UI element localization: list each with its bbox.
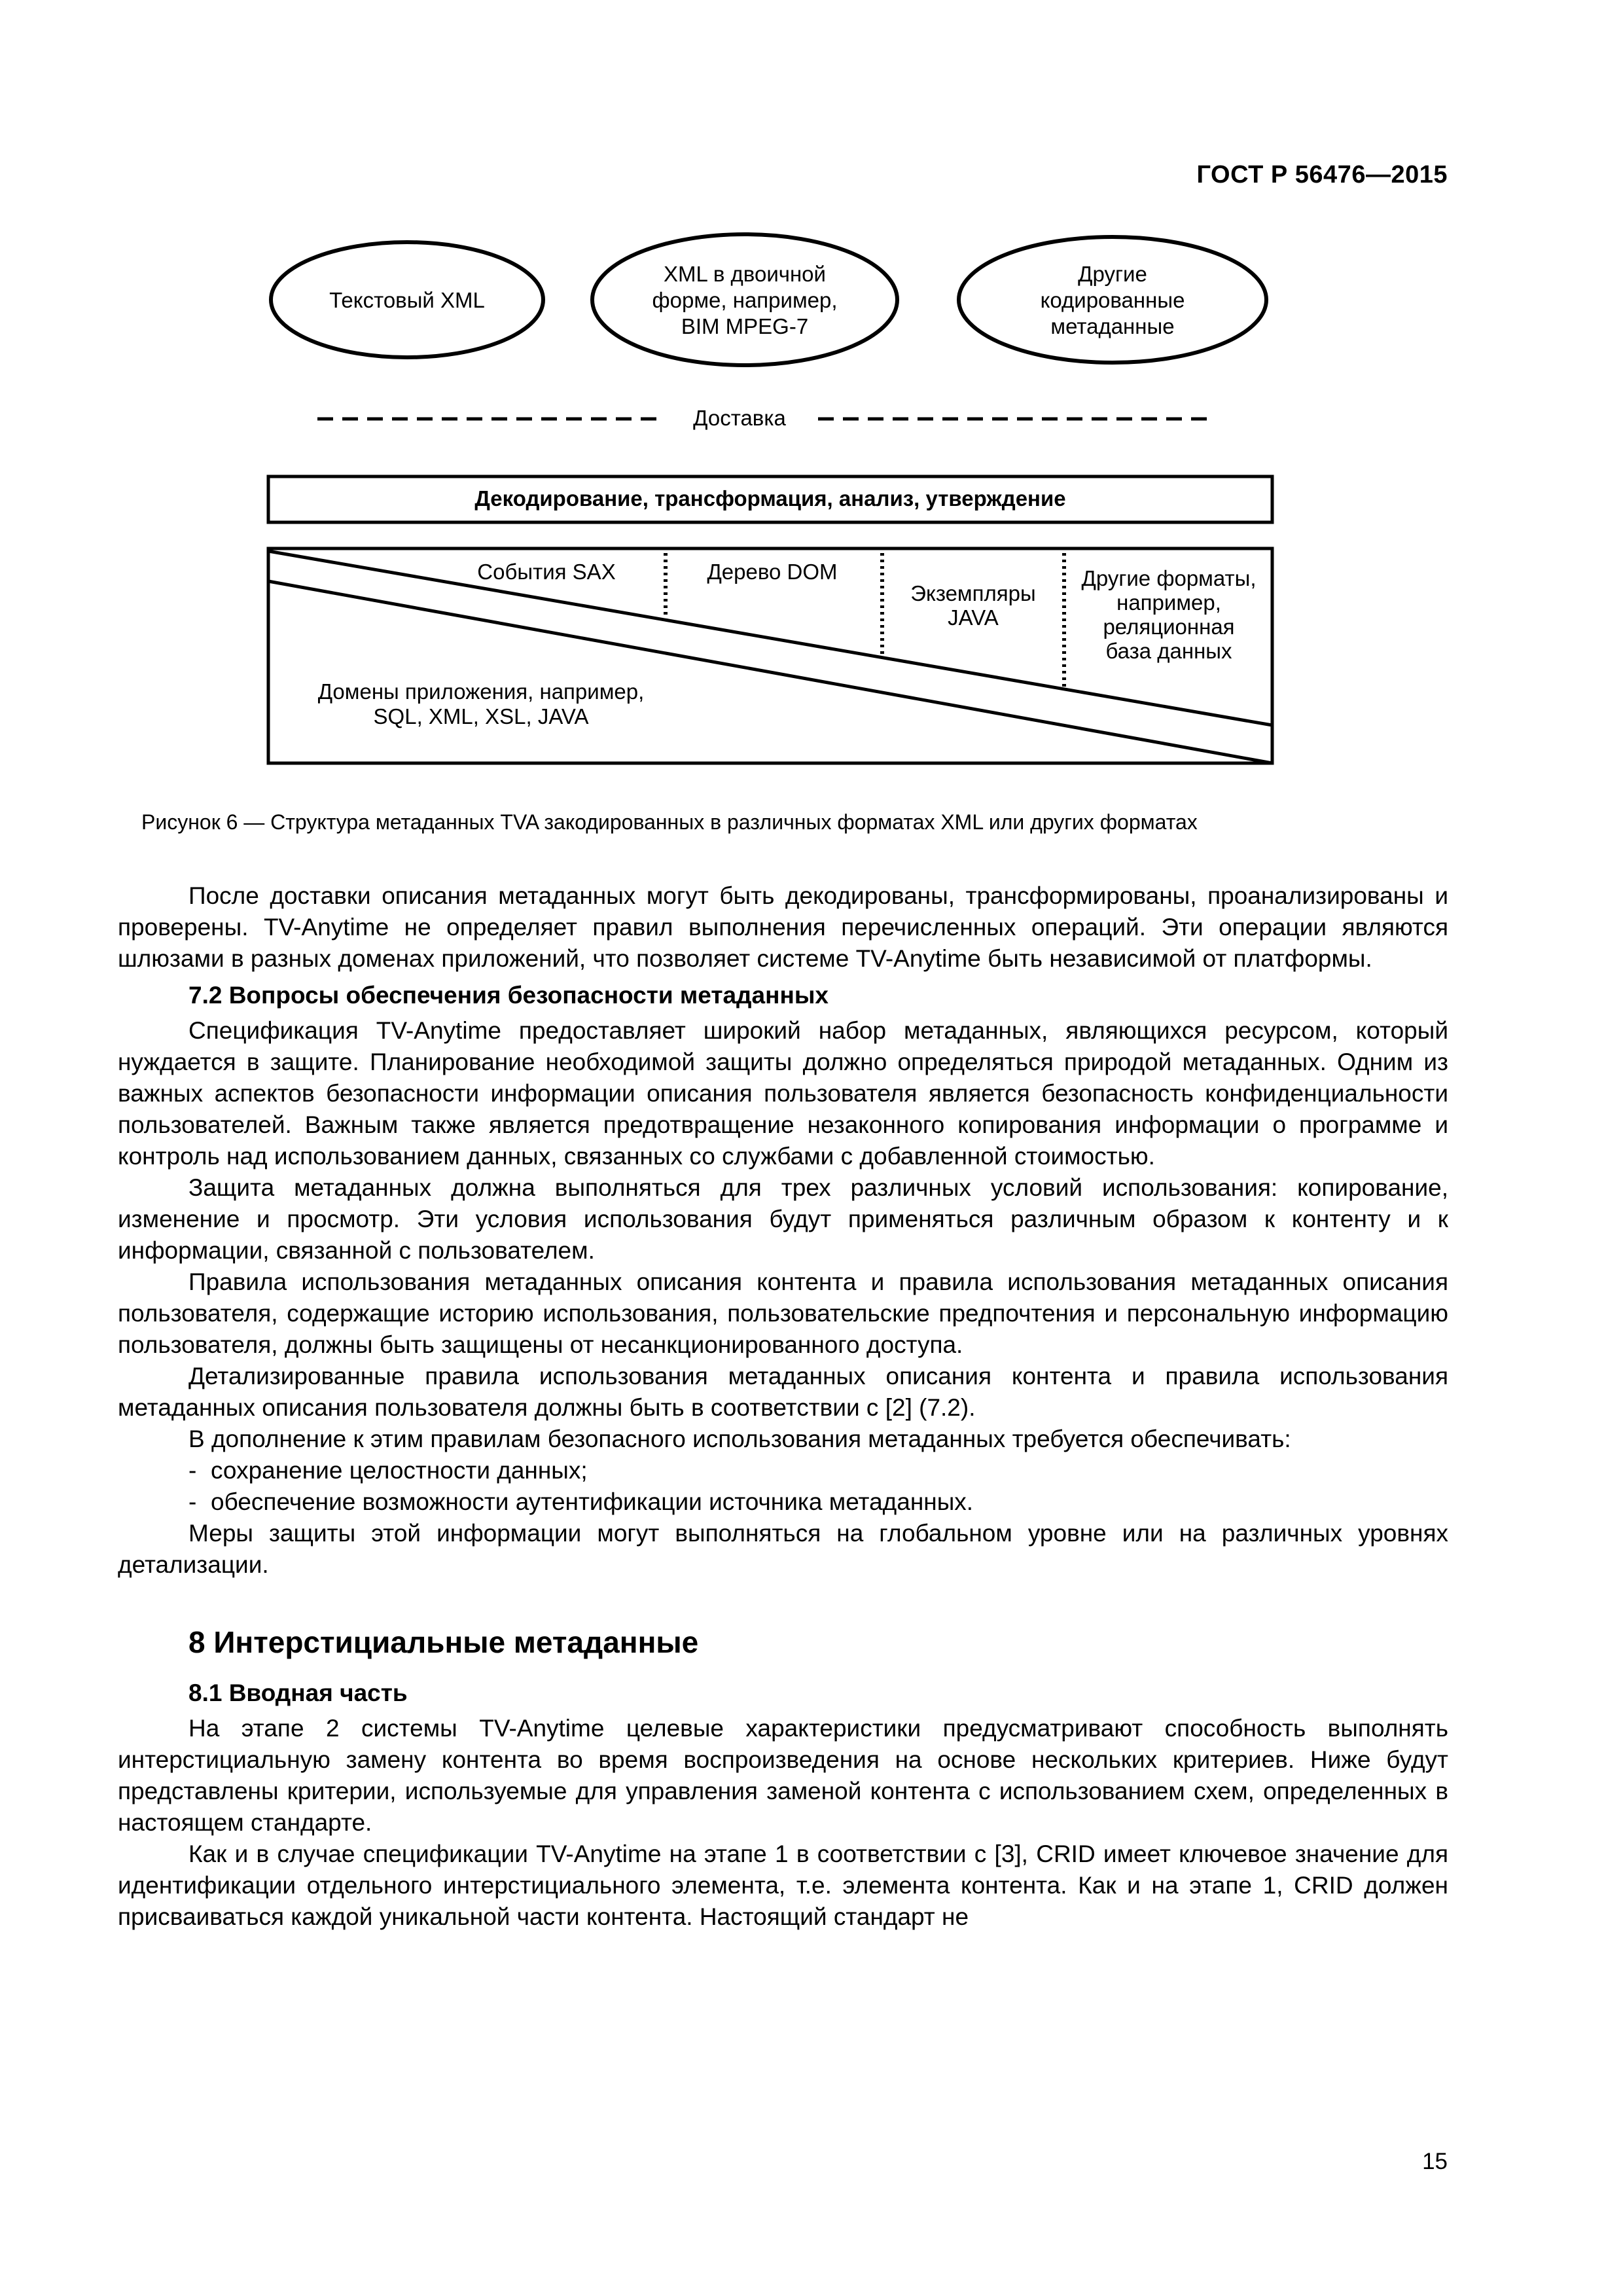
paragraph: Меры защиты этой информации могут выполняться на глобальном уровне или на различных уровнях детализации.	[118, 1520, 1448, 1578]
figure-caption: Рисунок 6 — Структура метаданных TVA закодированных в различных форматах XML или других форматах	[141, 810, 1198, 834]
section-heading-8-1: 8.1 Вводная часть	[188, 1679, 408, 1706]
sax-label: События SAX	[477, 560, 616, 584]
ellipse-other-encoded-line-3: метаданные	[1050, 314, 1175, 338]
document-body	[118, 880, 1448, 1933]
domains-label-line-1: Домены приложения, например,	[317, 679, 645, 704]
metadata-structure-diagram	[0, 0, 1623, 798]
list-item-text: обеспечение возможности аутентификации источника метаданных.	[211, 1488, 974, 1515]
list-item	[118, 1455, 1448, 1486]
document-header: ГОСТ Р 56476—2015	[1196, 161, 1448, 188]
list-dash: -	[188, 1457, 197, 1484]
paragraph: Защита метаданных должна выполняться для трех различных условий использования: копирование, изменение и просмотр. Эти условия использования будут применяться различным образом к контенту и к информации, связанной с пользователем.	[118, 1174, 1448, 1264]
list-item-text: сохранение целостности данных;	[211, 1457, 588, 1484]
other-formats-line-1: Другие форматы,	[1081, 566, 1257, 590]
other-formats-line-2: например,	[1116, 590, 1221, 615]
ellipse-binary-xml-line-1: XML в двоичной	[664, 262, 826, 286]
list-item	[118, 1486, 1448, 1518]
section-heading-8: 8 Интерстициальные метаданные	[188, 1625, 699, 1659]
paragraph: Спецификация TV-Anytime предоставляет широкий набор метаданных, являющихся ресурсом, который нуждается в защите. Планирование необходимой защиты должно определяться природой метаданных. Одним из важных аспектов безопасности информации описания пользователя является безопасность конфиденциальности пользователей. Важным также является предотвращение незаконного копирования информации о программе и контроль над использованием данных, связанных со службами с добавленной стоимостью.	[118, 1017, 1448, 1170]
section-heading-7-2: 7.2 Вопросы обеспечения безопасности метаданных	[188, 982, 829, 1009]
ellipse-other-encoded-line-2: кодированные	[1040, 288, 1185, 312]
ellipse-binary-xml-line-2: форме, например,	[652, 288, 838, 312]
dom-label: Дерево DOM	[707, 560, 838, 584]
java-label-line-2: JAVA	[948, 605, 999, 630]
delivery-label: Доставка	[693, 406, 786, 430]
paragraph: После доставки описания метаданных могут быть декодированы, трансформированы, проанализированы и проверены. TV-Anytime не определяет правил выполнения перечисленных операций. Эти операции являются шлюзами в разных доменах приложений, что позволяет системе TV-Anytime быть независимой от платформы.	[118, 882, 1448, 972]
java-label-line-1: Экземпляры	[910, 581, 1036, 605]
domains-label-line-2: SQL, XML, XSL, JAVA	[373, 704, 589, 728]
ellipse-binary-xml-line-3: BIM MPEG-7	[681, 314, 809, 338]
other-formats-line-3: реляционная	[1103, 615, 1235, 639]
paragraph: В дополнение к этим правилам безопасного использования метаданных требуется обеспечивать:	[188, 1426, 1291, 1452]
paragraph: Правила использования метаданных описания контента и правила использования метаданных описания пользователя, содержащие историю использования, пользовательские предпочтения и персональную информацию пользователя, должны быть защищены от несанкционированного доступа.	[118, 1268, 1448, 1358]
paragraph: Как и в случае спецификации TV-Anytime на этапе 1 в соответствии с [3], CRID имеет ключевое значение для идентификации отдельного интерстициального элемента, т.е. элемента контента. Как и на этапе 1, CRID должен присваиваться каждой уникальной части контента. Настоящий стандарт не	[118, 1840, 1448, 1930]
page-number: 15	[1422, 2149, 1448, 2174]
list-dash: -	[188, 1488, 197, 1515]
other-formats-line-4: база данных	[1105, 639, 1232, 663]
paragraph: Детализированные правила использования метаданных описания контента и правила использования метаданных описания пользователя должны быть в соответствии с [2] (7.2).	[118, 1363, 1448, 1421]
ellipse-text-xml-line-1: Текстовый XML	[329, 288, 485, 312]
decoding-label: Декодирование, трансформация, анализ, утверждение	[474, 486, 1066, 511]
paragraph: На этапе 2 системы TV-Anytime целевые характеристики предусматривают способность выполнять интерстициальную замену контента во время воспроизведения на основе нескольких критериев. Ниже будут представлены критерии, используемые для управления заменой контента с использованием схем, определенных в настоящем стандарте.	[118, 1715, 1448, 1836]
ellipse-other-encoded-line-1: Другие	[1078, 262, 1147, 286]
